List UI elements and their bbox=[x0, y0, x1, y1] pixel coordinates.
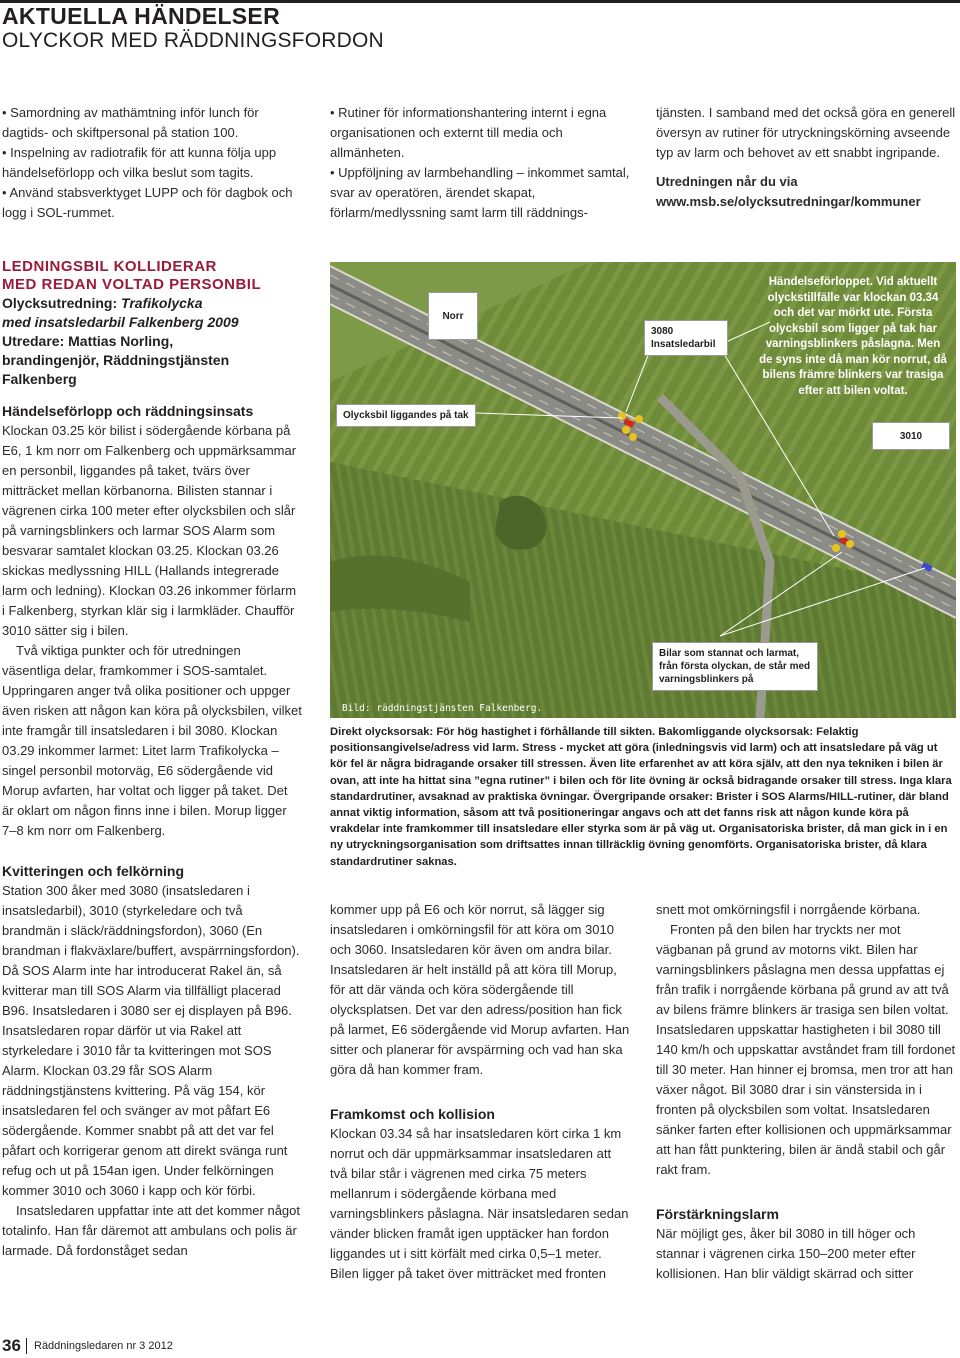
section-title: AKTUELLA HÄNDELSER bbox=[2, 3, 280, 29]
label-3080-number: 3080 bbox=[651, 326, 674, 337]
label-3080-text: Insatsledarbil bbox=[651, 339, 716, 350]
page-header bbox=[0, 0, 960, 62]
article-meta bbox=[2, 294, 302, 313]
article-meta-line3: Utredare: Mattias Norling, bbox=[2, 333, 174, 349]
cause-label-overall: Övergripande orsaker: bbox=[593, 790, 714, 803]
label-3010: 3010 bbox=[872, 422, 950, 450]
label-stopped-cars: Bilar som stannat och larmat, från första olyckan, de står med varningsblinkers på bbox=[652, 642, 818, 691]
body-paragraph: Klockan 03.25 kör bilist i södergående körbana på E6, 1 km norr om Falkenberg och uppmärksammar en personbil, liggandes på taket, tvärs över mitträcket mellan körbanorna. Bilisten stannar i vägrenen cirka 100 meter efter olycksbilen och slår på varningsblinkers och larmar SOS Alarm som besvarar samtalet klockan 03.25. Klockan 03.26 skickas medlyssning HILL (Hallands integrerade larm och ledning). Klockan 03.26 inkommer förlarm i Falkenberg, styrkan klär sig i larmkläder. Chaufför 3010 sätter sig i bilen. bbox=[2, 423, 297, 638]
body-paragraph: kommer upp på E6 och kör norrut, så lägger sig insatsledaren i omkörningsfil för att köra om 3010 och 3060. Insatsledaren kör även om andra bilar. Insatsledaren är helt inställd på att köra till Morup, för att där vända och köra södergående till olycksplatsen. Det var den adress/position han fick på larmet, E6 södergående vid Morup avfarten. Han sitter och planerar för avspärrning och vad han ska göra då han kommer fram. bbox=[330, 902, 630, 1077]
article-meta-line2 bbox=[2, 313, 302, 332]
label-3080 bbox=[644, 320, 728, 356]
meta-label: Olycksutredning: bbox=[2, 295, 122, 311]
article-headline-2: MED REDAN VOLTAD PERSONBIL bbox=[2, 276, 262, 293]
section-heading: Förstärkningslarm bbox=[656, 1206, 779, 1222]
body-paragraph: Klockan 03.34 så har insatsledaren kört cirka 1 km norrut och där uppmärksammar insatsledaren att två bilar står i vägrenen med cirka 75 meters mellanrum i södergående körbana med varningsblinkers påslagna. När insatsledaren sedan vänder blicken framåt igen upptäcker han fordon liggandes ut i sitt körfält med cirka 0,5–1 meter. Bilen ligger på taket över mitträcket med fronten bbox=[330, 1126, 629, 1281]
report-link-label: Utredningen når du via bbox=[656, 174, 798, 189]
event-body: Vid aktuellt olyckstillfälle var klockan 03.34 och det var mörkt ute. Första olycksbil som ligger på tak har varningsblinkers påslagna. Men de syns inte då man kör norrut, då bilens främre blinkers var trasiga efter att bilen voltat. bbox=[759, 276, 947, 397]
body-paragraph: Fronten på den bilen har tryckts ner mot vägbanan på grund av motorns vikt. Bilen har varningsblinkers påslagna men dessa uppfattas ej från trafik i norrgående körbana på grund av att två av bilens främre blinkers är trasiga sen bilen voltat. Insatsledaren uppskattar hastigheten i bil 3080 till 140 km/h och uppskattar avståndet fram till fordonet till 30 meter. Han hinner ej bromsa, men tror att han växer något. Bil 3080 drar i sin vänstersida in i fronten på olycksbilen som voltat. Insatsledaren sänker farten efter kollisionen och uppmärksammar att han fått punktering, bilen är ändå stabil och går rakt fram. bbox=[656, 922, 956, 1177]
meta-subject: med insatsledarbil Falkenberg 2009 bbox=[2, 314, 239, 330]
cause-text-direct: För hög hastighet i förhållande till sikten. bbox=[433, 726, 659, 738]
bullet-item: • Uppföljning av larmbehandling – inkommet samtal, svar av operatören, ärendet skapat, förlarm/medlyssning samt larm till räddnings- bbox=[330, 165, 630, 220]
cause-text-underlying: Felaktig positionsangivelse/adress vid larm. Stress - mycket att göra (inledningsvis vid larm) och att insatsledare på väg ut kör fel är några bidragande orsaker till stressen. Även lite erfarenhet av att köra själv, att den nya tekniken i bilen är ovan, att inte ha hittat sina ”egna rutiner” i bilen och för lite övning är också bidragande orsaker till stress. Inga klara standardrutiner, avsaknad av praktiska övningar. bbox=[330, 726, 952, 803]
event-description bbox=[758, 275, 948, 399]
article-headline-1: LEDNINGSBIL KOLLIDERAR bbox=[2, 258, 217, 275]
top-col3 bbox=[656, 103, 956, 212]
bullet-item: • Samordning av mathämtning inför lunch för dagtids- och skiftpersonal på station 100. bbox=[2, 105, 259, 140]
section-heading: Kvitteringen och felkörning bbox=[2, 863, 185, 879]
report-link[interactable]: www.msb.se/olycksutredningar/kommuner bbox=[656, 194, 921, 209]
event-heading: Händelseförloppet. bbox=[768, 276, 873, 288]
footer-divider bbox=[26, 1338, 27, 1354]
label-crashed-car: Olycksbil liggandes på tak bbox=[336, 404, 476, 427]
bullet-item: • Använd stabsverktyget LUPP och för dagbok och logg i SOL-rummet. bbox=[2, 185, 293, 220]
article-col2 bbox=[330, 900, 630, 1284]
photo-credit: Bild: räddningstjänsten Falkenberg. bbox=[342, 703, 543, 714]
magazine-name: Räddningsledaren nr 3 2012 bbox=[34, 1340, 173, 1352]
cause-text-overall: Brister i SOS Alarms/HILL-rutiner, där bland annat viktig information, såsom att två positioneringar angavs och att det fanns risk att någon kunde köra på vrakdelar inte framkommer till insatsledare eller styrka som är på väg ut. Organisatoriska brister, då man gick in i en ny utryckningsorganisation som driftsattes innan tillräcklig övning genomförts. Organisatoriska brister, då klara standardrutiner saknas. bbox=[330, 790, 949, 868]
body-paragraph: snett mot omkörningsfil i norrgående körbana. bbox=[656, 902, 921, 917]
article-meta-line5: Falkenberg bbox=[2, 371, 77, 387]
body-paragraph: Två viktiga punkter och för utredningen väsentliga delar, framkommer i SOS-samtalet. Uppringaren anger två olika positioner och uppger även risken att någon kan köra på olycksbilen, vilket inte framgår till insatsledaren i bil 3080. Klockan 03.29 inkommer larmet: Litet larm Trafikolycka – singel personbil motorväg, E6 södergående vid Morup avfarten, har voltat och ligger på taket. Det är oklart om någon finns inne i bilen. Morup ligger 7–8 km norr om Falkenberg. bbox=[2, 643, 302, 838]
page-number: 36 bbox=[2, 1336, 21, 1355]
article-meta-line4: brandingenjör, Räddningstjänsten bbox=[2, 352, 230, 368]
cause-label-underlying: Bakomliggande olycksorsak: bbox=[658, 726, 814, 738]
section-heading: Framkomst och kollision bbox=[330, 1106, 495, 1122]
article-col3 bbox=[656, 900, 956, 1284]
article-col1 bbox=[2, 258, 302, 1261]
top-col2-bullets bbox=[330, 103, 630, 223]
body-paragraph: När möjligt ges, åker bil 3080 in till höger och stannar i vägrenen cirka 150–200 meter efter kollisionen. Han blir väldigt skärrad och sitter bbox=[656, 1226, 916, 1281]
label-north: Norr bbox=[428, 292, 478, 340]
bullet-item: • Rutiner för informationshantering internt i egna organisationen och externt till media och allmänheten. bbox=[330, 105, 607, 160]
top-col3-text: tjänsten. I samband med det också göra en generell översyn av rutiner för utryckningskörning avseende typ av larm och behovet av ett snabbt ingripande. bbox=[656, 105, 956, 160]
cause-summary bbox=[330, 724, 956, 870]
bullet-item: • Inspelning av radiotrafik för att kunna följa upp händelseförlopp och vilka beslut som tagits. bbox=[2, 145, 277, 180]
section-heading: Händelseförlopp och räddningsinsats bbox=[2, 403, 254, 419]
top-col1-bullets bbox=[2, 103, 302, 223]
section-subtitle: OLYCKOR MED RÄDDNINGSFORDON bbox=[2, 29, 384, 52]
body-paragraph: Insatsledaren uppfattar inte att det kommer något totalinfo. Han får däremot att ambulans och polis är larmade. Då fordonståget sedan bbox=[2, 1203, 301, 1258]
cause-label-direct: Direkt olycksorsak: bbox=[330, 726, 434, 738]
page-footer bbox=[0, 1332, 960, 1358]
meta-type: Trafikolycka bbox=[121, 295, 203, 311]
body-paragraph: Station 300 åker med 3080 (insatsledaren i insatsledarbil), 3010 (styrkeledare och två brandmän i släck/räddningsfordon), 3060 (En brandman i flakväxlare/buffert, avspärrningsfordon). Då SOS Alarm inte har introducerat Rakel än, så kvitterar man till SOS Alarm via tillfälligt placerad B96. Insatsledaren i 3080 ser ej displayen på B96. Insatsledaren ropar därför ut via Rakel att styrkeledare i 3010 får ta kvitteringen mot SOS Alarm. Klockan 03.29 får SOS Alarm räddningstjänstens kvittering. På väg 154, kör insatsledaren fel och svänger av mot påfart E6 södergående. Kommer snabbt på att det var fel påfart och korrigerar genom att direkt svänga runt refug och ut på 154an igen. Under felkörningen kommer 3010 och 3060 i kapp och kör förbi. bbox=[2, 883, 300, 1198]
